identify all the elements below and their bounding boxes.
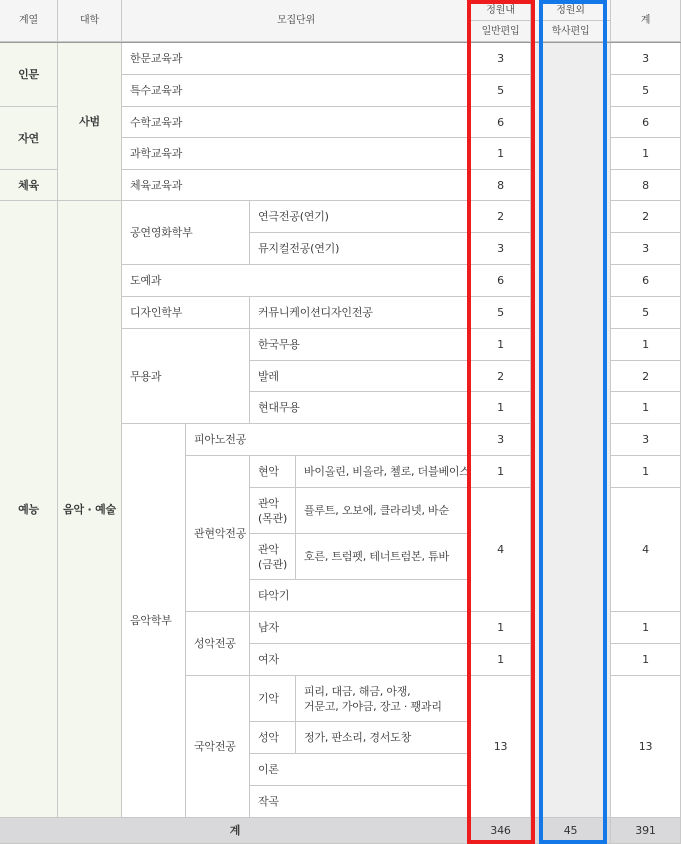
college-music-arts: 음악 · 예술: [58, 201, 122, 818]
header-college: 대학: [58, 0, 122, 42]
in-quota-korean-ed: 3: [471, 43, 531, 75]
in-quota-musical: 3: [471, 233, 531, 265]
unit-woodwind-list: 플루트, 오보에, 클라리넷, 바순: [296, 488, 471, 534]
unit-male: 남자: [250, 612, 471, 644]
unit-vocal: 성악전공: [186, 612, 250, 676]
total-winds-percussion: 4: [611, 488, 681, 612]
in-quota-korean-music: 13: [471, 676, 531, 818]
in-quota-strings: 1: [471, 456, 531, 488]
unit-pe-ed: 체육교육과: [122, 170, 471, 201]
total-special-ed: 5: [611, 75, 681, 107]
unit-instrument: 기악: [250, 676, 296, 722]
unit-korean-ed: 한문교육과: [122, 43, 471, 75]
total-ballet: 2: [611, 361, 681, 392]
total-acting: 2: [611, 201, 681, 233]
in-quota-modern-dance: 1: [471, 392, 531, 424]
field-physical: 체육: [0, 170, 58, 201]
unit-acting: 연극전공(연기): [250, 201, 471, 233]
total-korean-dance: 1: [611, 329, 681, 361]
out-quota-column: [531, 43, 611, 818]
footer-out-quota: 45: [531, 818, 611, 844]
in-quota-comm-design: 5: [471, 297, 531, 329]
in-quota-science-ed: 1: [471, 138, 531, 170]
woodwind-line-2: (목관): [258, 511, 288, 525]
header-in-quota: 정원내: [471, 0, 531, 21]
unit-female: 여자: [250, 644, 471, 676]
unit-special-ed: 특수교육과: [122, 75, 471, 107]
unit-modern-dance: 현대무용: [250, 392, 471, 424]
unit-korean-dance: 한국무용: [250, 329, 471, 361]
college-education: 사범: [58, 43, 122, 201]
header-unit: 모집단위: [122, 0, 471, 42]
in-quota-male: 1: [471, 612, 531, 644]
in-quota-winds-percussion: 4: [471, 488, 531, 612]
instrument-list-line-2: 거문고, 가야금, 장고 · 꽹과리: [304, 699, 442, 713]
unit-math-ed: 수학교육과: [122, 107, 471, 138]
unit-composition: 작곡: [250, 786, 471, 818]
field-humanities: 인문: [0, 43, 58, 107]
in-quota-acting: 2: [471, 201, 531, 233]
total-science-ed: 1: [611, 138, 681, 170]
in-quota-female: 1: [471, 644, 531, 676]
brass-line-2: (금관): [258, 557, 288, 571]
total-female: 1: [611, 644, 681, 676]
unit-ceramics: 도예과: [122, 265, 471, 297]
field-science: 자연: [0, 107, 58, 170]
total-strings: 1: [611, 456, 681, 488]
woodwind-line-1: 관악: [258, 496, 279, 510]
unit-korean-music: 국악전공: [186, 676, 250, 818]
unit-film-theater: 공연영화학부: [122, 201, 250, 265]
unit-piano: 피아노전공: [186, 424, 471, 456]
footer-in-quota: 346: [471, 818, 531, 844]
in-quota-piano: 3: [471, 424, 531, 456]
total-musical: 3: [611, 233, 681, 265]
unit-brass: [250, 534, 296, 580]
unit-korean-vocal: 성악: [250, 722, 296, 754]
total-math-ed: 6: [611, 107, 681, 138]
in-quota-ceramics: 6: [471, 265, 531, 297]
unit-music: 음악학부: [122, 424, 186, 818]
total-pe-ed: 8: [611, 170, 681, 201]
unit-percussion: 타악기: [250, 580, 471, 612]
brass-line-1: 관악: [258, 542, 279, 556]
field-arts: 예능: [0, 201, 58, 818]
in-quota-pe-ed: 8: [471, 170, 531, 201]
unit-woodwind: [250, 488, 296, 534]
in-quota-korean-dance: 1: [471, 329, 531, 361]
header-out-quota-sub: 학사편입: [531, 21, 611, 42]
footer-label: 계: [0, 818, 471, 844]
total-male: 1: [611, 612, 681, 644]
unit-design: 디자인학부: [122, 297, 250, 329]
unit-musical: 뮤지컬전공(연기): [250, 233, 471, 265]
total-comm-design: 5: [611, 297, 681, 329]
total-piano: 3: [611, 424, 681, 456]
total-korean-music: 13: [611, 676, 681, 818]
total-modern-dance: 1: [611, 392, 681, 424]
header-field: 계열: [0, 0, 58, 42]
unit-strings: 현악: [250, 456, 296, 488]
total-korean-ed: 3: [611, 43, 681, 75]
unit-dance: 무용과: [122, 329, 250, 424]
header-total: 계: [611, 0, 681, 42]
unit-science-ed: 과학교육과: [122, 138, 471, 170]
unit-comm-design: 커뮤니케이션디자인전공: [250, 297, 471, 329]
unit-theory: 이론: [250, 754, 471, 786]
header-in-quota-sub: 일반편입: [471, 21, 531, 42]
in-quota-ballet: 2: [471, 361, 531, 392]
in-quota-math-ed: 6: [471, 107, 531, 138]
total-ceramics: 6: [611, 265, 681, 297]
unit-instrument-list: [296, 676, 471, 722]
unit-ballet: 발레: [250, 361, 471, 392]
in-quota-special-ed: 5: [471, 75, 531, 107]
unit-orchestra: 관현악전공: [186, 456, 250, 612]
unit-korean-vocal-list: 정가, 판소리, 경서도창: [296, 722, 471, 754]
header-out-quota: 정원외: [531, 0, 611, 21]
footer-total: 391: [611, 818, 681, 844]
unit-brass-list: 호른, 트럼펫, 테너트럼본, 튜바: [296, 534, 471, 580]
instrument-list-line-1: 피리, 대금, 해금, 아쟁,: [304, 684, 411, 698]
unit-strings-list: 바이올린, 비올라, 첼로, 더블베이스: [296, 456, 471, 488]
